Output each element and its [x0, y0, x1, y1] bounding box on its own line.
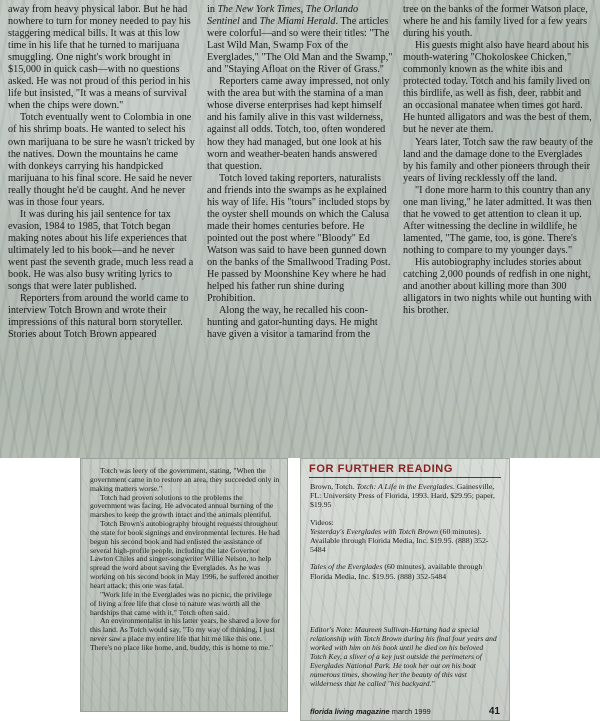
publication-name: The New York Times	[217, 4, 301, 15]
text-run: . The articles were colorful—and so were their titles: "The Last Wild Man, Swamp Fox of the Everglades," "The Old Man and the Swamp," and "Staying Afloat on the River of Grass."	[207, 16, 393, 76]
paragraph: Totch was leery of the government, stating, "When the government came in to restore an area, they succeeded only in making matters worse."	[90, 466, 280, 493]
article-column-1	[8, 4, 196, 341]
page-number: 41	[488, 706, 500, 717]
paragraph: An environmentalist in his latter years, he shared a love for this land. As Totch would say, "To my way of thinking, I just never saw a place my entire life that hit me like this one. There's no place like home, and, buddy, this is home to me."	[90, 616, 280, 652]
paragraph: His autobiography includes stories about catching 2,000 pounds of redfish in one night, and another about killing more than 300 alligators in two nights while out hunting with his brother.	[403, 256, 592, 317]
further-reading-heading: FOR FURTHER READING	[309, 463, 501, 478]
paragraph: Totch had proven solutions to the problems the government was facing. He advocated annual burning of the marshes to keep the growth intact and the animals plentiful.	[90, 492, 274, 520]
editors-note	[310, 625, 500, 688]
editors-note-text: Editor's Note: Maureen Sullivan-Hartung had a special relationship with Totch Brown during his final four years and worked with him on his book until he died on his beloved Totch Key, a sliver of a key just outside the perimeters of Everglades National Park. He took her out on his boat numerous times, showing her the beauty of this vast wilderness that he called "his backyard."	[310, 625, 497, 688]
video-title: Tales of the Everglades	[310, 562, 383, 572]
article-column-2	[207, 4, 393, 341]
article-continued-text	[90, 467, 280, 653]
paragraph: Reporters came away impressed, not only with the area but with the stamina of a man whose diverse enterprises had kept himself and his family alive in this vast wilderness, against all odds. Totch, too, often wondered how they had managed, but one look at his worn and weather-beaten hands answered that question.	[207, 76, 390, 172]
further-reading-panel	[300, 458, 510, 721]
issue-date: march 1999	[389, 707, 431, 716]
video-citation	[310, 527, 500, 555]
book-citation	[310, 482, 500, 510]
text-run: (60 minutes), available through Florida Media, Inc. $19.95. (888) 352-5484	[310, 562, 483, 581]
paragraph: Totch Brown's autobiography brought requests throughout the state for book signings and environmental lectures. He had begun his second book and had enlisted the assistance of several high-profile people, including the late Governor Lawton Chiles and singer-songwriter Willie Nelson, to help spread the word about saving the Everglades. As he was working on his second book in May 1996, he suffered another heart attack; this one was fatal.	[90, 519, 280, 590]
paragraph: Along the way, he recalled his coon-hunting and gator-hunting days. He might have given a visitor a tamarind from the	[207, 305, 378, 341]
text-run: . Gainesville, FL: University Press of Florida, 1993. Hard, $29.95; paper, $19.95	[310, 482, 495, 510]
article-continued-panel	[80, 458, 288, 712]
paragraph: His guests might also have heard about his mouth-watering "Chokoloskee Chicken," commonly known as the white ibis and protected today. Totch and his family lived on this birdlife, as well as fish, deer, rabbit and an occasional manatee when times got hard. He hunted alligators and was the best of them, but he never ate them.	[403, 40, 592, 136]
paragraph: Reporters from around the world came to interview Totch Brown and wrote their impressions of this natural born storyteller. Stories about Totch Brown appeared	[8, 293, 189, 341]
paragraph: "I done more harm to this country than any one man living," he later admitted. It was then that he vowed to get attention to clean it up. After witnessing the decline in wildlife, he lamented, "The game, too, is gone. There's nothing to compare to my younger days."	[403, 184, 592, 256]
videos-label: Videos:	[310, 517, 334, 527]
magazine-name: florida living magazine	[310, 707, 390, 716]
text-run: ,	[300, 4, 306, 15]
paragraph: Years later, Totch saw the raw beauty of the land and the damage done to the Everglades by his family and other pioneers through their years of living recklessly off the land.	[403, 136, 593, 184]
video-title: Yesterday's Everglades with Totch Brown	[310, 526, 439, 536]
paragraph: "Work life in the Everglades was no picnic, the privilege of living a free life that close to nature was worth all the hardships that came with it," Totch often said.	[90, 589, 272, 617]
text-run: Brown, Totch.	[310, 482, 357, 491]
article-column-3	[403, 4, 593, 317]
publication-name: The Miami Herald	[259, 16, 336, 28]
further-reading-list	[310, 482, 500, 589]
paragraph	[207, 4, 393, 76]
text-run: in	[207, 4, 218, 15]
paragraph: It was during his jail sentence for tax evasion, 1984 to 1985, that Totch began making notes about his life experiences that ultimately led to his book—and he never went past the seventh grade, much less read a book. He was also busy writing lyrics to songs that were later published.	[8, 208, 194, 293]
book-title: Totch: A Life in the Everglades	[356, 482, 453, 491]
text-run: and	[239, 16, 260, 28]
page-footer	[310, 707, 500, 716]
video-citation	[310, 562, 500, 580]
text-run: (60 minutes). Available through Florida Media, Inc. $19.95. (888) 352-5484	[310, 526, 489, 555]
paragraph: Totch loved taking reporters, naturalists and friends into the swamps as he explained his way of life. His "tours" included stops by the oyster shell mounds on which the Calusa made their homes centuries before. He pointed out the post where "Bloody" Ed Watson was said to have been gunned down on the banks of the Smallwood Trading Post. He passed by Moonshine Key where he had helped his father run shine during Prohibition.	[207, 172, 391, 305]
paragraph: tree on the banks of the former Watson place, where he and his family lived for a few years during his youth.	[403, 4, 588, 40]
paragraph: Totch eventually went to Colombia in one of his shrimp boats. He wanted to select his own marijuana to be sure he wasn't tricked by the natives. Down the mountains he came with donkeys carrying his handpicked marijuana to his final score. He said he never really thought he'd be caught. And he never was in those four years.	[8, 112, 195, 208]
paragraph: away from heavy physical labor. But he had nowhere to turn for money needed to pay his staggering medical bills. It was at this low time in his life that he turned to marijuana smuggling. One night's work brought in $15,000 in quick cash—with no questions asked. He was not proud of this period in his life but insisted, "It was a means of survival when the chips were down."	[8, 4, 191, 112]
publication-name: The Orlando Sentinel	[207, 4, 359, 28]
